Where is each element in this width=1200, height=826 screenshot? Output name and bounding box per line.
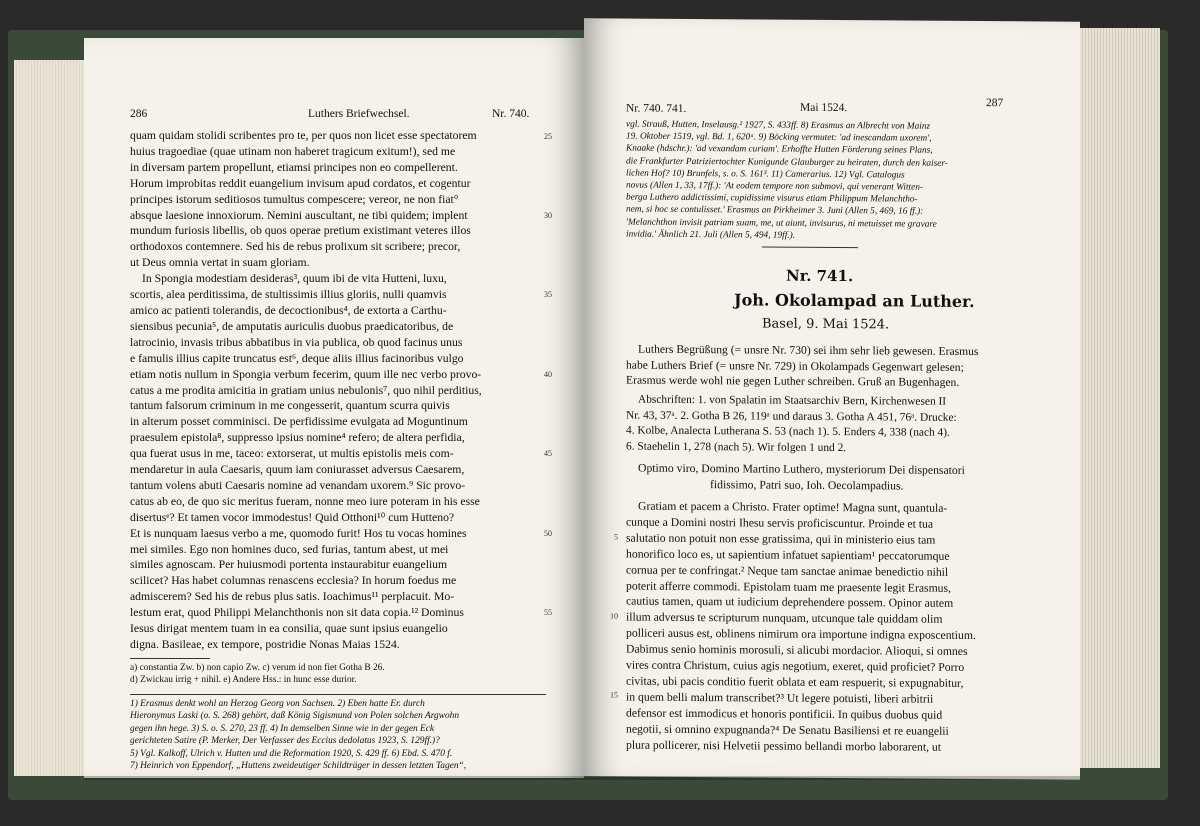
text-line: vires contra Christum, cuius agis negotium, exeret, quid proficiet? Porro xyxy=(626,658,965,674)
text-line: similes agnoscam. Per huiusmodi portenta instaurabitur euangelium xyxy=(130,558,448,572)
salutation-line: Optimo viro, Domino Martino Luthero, mysteriorum Dei dispensatori xyxy=(638,461,965,477)
sources-line: Abschriften: 1. von Spalatin im Staatsarchiv Bern, Kirchenwesen II xyxy=(638,393,947,408)
running-title: Mai 1524. xyxy=(800,101,848,115)
line-number: 55 xyxy=(544,608,552,617)
text-line: scortis, alea perditissima, de stultissimis illius gloriis, nulli quamvis xyxy=(130,288,447,302)
text-line: huius tragoediae (quae utinam non haberet tragicum exitum!), sed me xyxy=(130,144,456,158)
text-line: praesulem epistola⁸, suppresso ipsius nomine⁴ refero; de altera perfidia, xyxy=(130,431,465,445)
text-line: amico ac patienti tolerandis, de decoctionibus⁴, de extorta a Carthu- xyxy=(130,303,447,317)
text-line: catus a me prodita amicitia in gratiam unius nebulonis⁷, quo nihil perditius, xyxy=(130,383,482,397)
letter-title: Joh. Okolampad an Luther. xyxy=(734,290,975,311)
left-page-edges xyxy=(14,60,84,776)
text-line: principes istorum seditiosos tumultus compescere; vereor, ne non fiat° xyxy=(130,192,459,206)
salutation-line: fidissimo, Patri suo, Ioh. Oecolampadius. xyxy=(710,477,904,493)
variant-note-line: a) constantia Zw. b) non capio Zw. c) verum id non fiet Gotha B 26. xyxy=(130,663,385,673)
letter-number: Nr. 741. xyxy=(786,266,854,286)
footnote-line: novus (Allen 1, 33, 17ff.): 'At eodem tempore non submovi, qui venerant Witten- xyxy=(626,180,924,193)
letter-body-text xyxy=(626,499,1036,756)
line-number: 25 xyxy=(544,132,552,141)
letter-reference: Nr. 740. 741. xyxy=(626,102,687,115)
text-line: ut Deus omnia vertat in suam gloriam. xyxy=(130,256,310,270)
text-line: qua fuerat usus in me, taceo: extorserat, ut multis epistolis meis com- xyxy=(130,447,454,461)
continued-footnotes xyxy=(626,119,1036,244)
sources-line: 4. Kolbe, Analecta Lutherana S. 53 (nach 1). 5. Enders 4, 338 (nach 4). xyxy=(626,424,950,440)
right-page xyxy=(584,18,1080,779)
footnote-line: gegen ihn hege. 3) S. o. S. 270, 23 ff. 4) In demselben Sinne wie in der gegen Eck xyxy=(130,723,435,734)
summary-line: Luthers Begrüßung (= unsre Nr. 730) sei ihm sehr lieb gewesen. Erasmus xyxy=(638,342,979,359)
line-number: 45 xyxy=(544,449,552,458)
text-line: absque laesione innoxiorum. Nemini auscultant, ne tibi quidem; implent xyxy=(130,208,468,222)
text-line: civitas, ubi pacis conditio fuerit oblata et eam respuerit, si expugnabitur, xyxy=(626,674,964,690)
text-line: digna. Basileae, ex tempore, postridie Nonas Maias 1524. xyxy=(130,638,400,651)
sources-line: 6. Staehelin 1, 278 (nach 5). Wir folgen 1 und 2. xyxy=(626,440,847,454)
letter-body-text xyxy=(130,128,540,653)
footnote-line: die Frankfurter Patriziertochter Kunigunde Glauburger zu heiraten, durch den kaiser- xyxy=(626,156,948,169)
text-line: honorifico loco es, ut sapientium infatuet sapientiam¹ peccatorumque xyxy=(626,547,950,563)
footnote-line: Knaake (hdschr.): 'ad vexandam curiam'. Erhoffte Hutten Förderung seines Plans, xyxy=(626,143,933,157)
text-line: Et is nunquam laesus verbo a me, quomodo furit! Hos tu vocas homines xyxy=(130,526,467,540)
text-line: poterit afferre commodi. Epistolam tuam me praesente legit Erasmus, xyxy=(626,579,951,595)
text-line: mundum furiosis libellis, ob quos operae pretium existimant veteres illos xyxy=(130,224,471,238)
page-number: 287 xyxy=(986,97,1004,110)
line-number: 50 xyxy=(544,529,552,538)
footnote-line: lichen Hof? 10) Brunfels, s. o. S. 161³. 11) Camerarius. 12) Vgl. Catalogus xyxy=(626,168,905,181)
line-number: 15 xyxy=(610,690,618,700)
line-number: 40 xyxy=(544,370,552,379)
right-page-edges xyxy=(1080,28,1160,768)
text-line: latrocinio, invasis tribus abbatibus in via publica, ob quod facinus unus xyxy=(130,335,463,349)
text-line: tantum volens abuti Caesaris nomine ad venandam uxorem.⁹ Sic provo- xyxy=(130,478,466,492)
text-line: cunque a Domini nostri Ihesu servis proficiscuntur. Proinde et tua xyxy=(626,515,934,531)
place-date: Basel, 9. Mai 1524. xyxy=(762,316,890,333)
footnote-line: invidia.' Ähnlich 21. Juli (Allen 5, 494, 19ff.). xyxy=(626,229,796,241)
text-line: In Spongia modestiam desideras³, quum ibi de vita Hutteni, luxu, xyxy=(142,272,447,286)
text-line: etiam notis nullum in Spongia verbum fecerim, quum ille nec verbo provo- xyxy=(130,367,482,381)
footnote-line: 'Melanchthon invisit patriam suam, me, ut aiunt, invisurus, ni metuisset me gravare xyxy=(626,217,937,230)
text-line: in alterum posset comminisci. De perfidissime evulgata ad Moguntinum xyxy=(130,415,468,429)
text-line: siensibus pecunia⁵, de amputatis auriculis duobus praedicatoribus, de xyxy=(130,319,454,333)
sources-line: Nr. 43, 37ᵃ. 2. Gotha B 26, 119ᵃ und daraus 3. Gotha A 451, 76ᵃ. Drucke: xyxy=(626,409,957,424)
footnote-line: berga Luthero addictissimi, cupidissime visurus etiam Philippum Melanchtho- xyxy=(626,192,918,205)
footnote-separator xyxy=(130,694,546,695)
footnote-line: nem, si hoc se contulisset.' Erasmus an Pirkheimer 3. Juni (Allen 5, 469, 16 ff.): xyxy=(626,204,924,218)
page-number: 286 xyxy=(130,108,148,120)
text-line: salutatio non potuit non esse gratissima, qui in ministerio eius tam xyxy=(626,531,936,547)
footnote-line: Hieronymus Laski (o. S. 268) gehört, daß König Sigismund von Polen solchen Argwohn xyxy=(130,711,460,722)
line-number: 35 xyxy=(544,290,552,299)
footnote-line: 7) Heinrich von Eppendorf, „Huttens zweideutiger Schildträger in dessen letzten Tagen“, xyxy=(130,761,467,772)
text-line: catus ab eo, de quo sic meritus fueram, nonne meo iure poteram in his esse xyxy=(130,494,480,508)
variant-notes xyxy=(130,662,550,687)
text-line: mei similes. Ego non homines duco, sed furias, tantum abest, ut mei xyxy=(130,542,449,556)
summary-line: habe Luthers Brief (= unsre Nr. 729) in Okolampads Gegenwart gelesen; xyxy=(626,358,964,374)
text-line: Dabimus senio hominis morosuli, si alicubi mordacior. Alioqui, si omnes xyxy=(626,642,968,659)
page-bottom-shadow xyxy=(84,776,1080,780)
text-line: quam quidam stolidi scribentes pro te, per quos non licet esse spectatorem xyxy=(130,129,477,142)
text-line: admiscerem? Sed his de rebus plus satis. Ioachimus¹¹ perplacuit. Mo- xyxy=(130,590,455,604)
text-line: mendaretur in aula Caesaris, quum iam coniurasset adversus Caesarem, xyxy=(130,463,465,477)
letter-reference: Nr. 740. xyxy=(492,108,530,120)
footnotes xyxy=(130,698,550,772)
footnote-line: 19. Oktober 1519, vgl. Bd. 1, 620ᵃ. 9) Böcking vermutet: 'ad inescandam uxorem', xyxy=(626,131,932,144)
text-line: cornua per te confringat.² Neque tam sanctae animae benedictio nihil xyxy=(626,563,949,579)
text-line: Gratiam et pacem a Christo. Frater optime! Magna sunt, quantula- xyxy=(638,499,948,515)
text-line: in diversam partem propellunt, etiamsi principes non eo compellerent. xyxy=(130,160,458,174)
text-line: lestum erat, quod Philippi Melanchthonis non sit data copia.¹² Dominus xyxy=(130,606,464,620)
text-line: tantum falsorum criminum in me congesserit, quantum scurra quivis xyxy=(130,399,450,413)
text-line: scilicet? Has habet columnas renascens ecclesia? In horum foedus me xyxy=(130,574,457,588)
running-title: Luthers Briefwechsel. xyxy=(308,108,410,120)
sources-apparatus xyxy=(626,393,1036,458)
line-number: 10 xyxy=(610,611,618,621)
line-number: 5 xyxy=(614,532,618,542)
text-line: Horum improbitas reddit euangelium invisum apud cordatos, et cogentur xyxy=(130,176,471,190)
section-separator xyxy=(762,247,858,249)
text-line: Iesus dirigat mentem tuam in ea consilia, quae sunt ipsius euangelio xyxy=(130,622,448,636)
footnote-line: vgl. Strauß, Hutten, Inselausg.² 1927, S. 433ff. 8) Erasmus an Albrecht von Mainz xyxy=(626,119,931,132)
footnote-line: 1) Erasmus denkt wohl an Herzog Georg von Sachsen. 2) Eben hatte Er. durch xyxy=(130,699,425,709)
line-number: 30 xyxy=(544,211,552,220)
text-line: negotii, si omnino expugnanda?⁴ De Senatu Basiliensi et re euangelii xyxy=(626,722,949,738)
footnote-line: gerichteten Satire (P. Merker, Der Verfasser des Eccius dedolatus 1923, S. 129ff.)? xyxy=(130,736,440,747)
text-line: plura pollicerer, nisi Helvetii pessimo bellandi morbo laborarent, ut xyxy=(626,738,942,754)
text-line: orthodoxos contemnere. Sed his de rebus prolixum sit scribere; precor, xyxy=(130,240,461,254)
left-page xyxy=(84,38,584,778)
text-line: disertusᵉ? Et tamen vocor immodestus! Quid Otthoni¹⁰ cum Hutteno? xyxy=(130,510,455,524)
text-line: e famulis illius capite truncatus est⁶, deque aliis illius facinoribus vulgo xyxy=(130,351,464,365)
text-line: cautius tamen, quam ut iudicium deprehendere possem. Opinor autem xyxy=(626,594,954,611)
text-line: polliceri ausus est, oblinens nimirum ora importune indigna exposcentium. xyxy=(626,626,976,643)
variant-note-line: d) Zwickau irrig + nihil. e) Andere Hss.: in hunc esse durior. xyxy=(130,675,357,686)
footnote-line: 5) Vgl. Kalkoff, Ulrich v. Hutten und die Reformation 1920, S. 429 ff. 6) Ebd. S. 470 f. xyxy=(130,748,453,759)
summary xyxy=(626,342,1036,392)
text-line: in quem belli malum transcribet?³ Ut legere potuisti, liberi arbitrii xyxy=(626,690,934,706)
salutation xyxy=(626,461,1036,495)
footnote-separator xyxy=(130,658,210,659)
summary-line: Erasmus werde wohl nie gegen Luther schreiben. Gruß an Bugenhagen. xyxy=(626,373,960,390)
text-line: illum adversus te scripturum nunquam, utcunque tale quiddam olim xyxy=(626,610,943,627)
text-line: defensor est immodicus et honoris pontificii. In quibus duobus quid xyxy=(626,706,943,722)
